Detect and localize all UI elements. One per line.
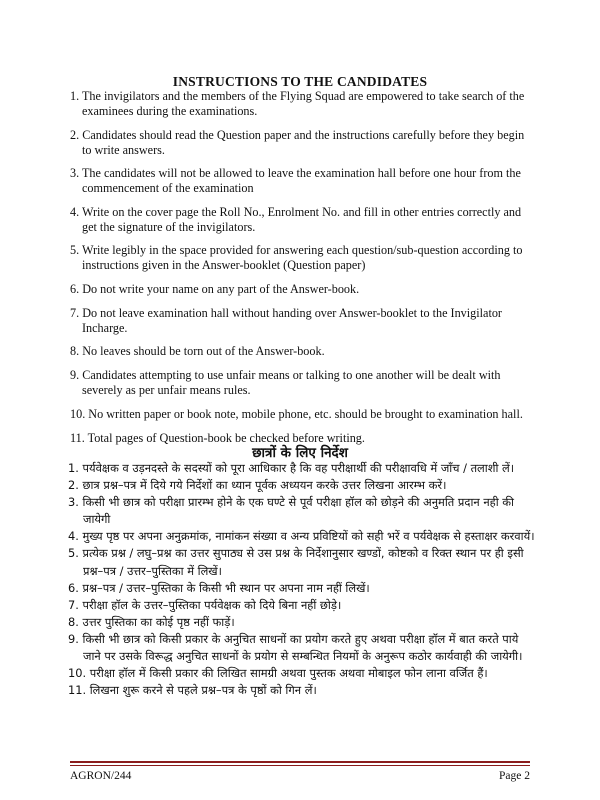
hindi-instruction-item: 3. किसी भी छात्र को परीक्षा प्रारम्भ होने के एक घण्टे से पूर्व परीक्षा हॉल को छोड़ने की अनुमति प्रदान नही की जायेगी	[68, 495, 514, 527]
footer-rule-thick	[70, 761, 530, 763]
page-title: INSTRUCTIONS TO THE CANDIDATES	[172, 74, 428, 89]
course-code: AGRON/244	[70, 770, 132, 782]
english-instruction-item: 1. The invigilators and the members of the Flying Squad are empowered to take search of the examinees during the examinations.	[70, 89, 525, 118]
hindi-instruction-item: 6. प्रश्न–पत्र / उत्तर–पुस्तिका के किसी भी स्थान पर अपना नाम नहीं लिखें।	[68, 580, 370, 595]
english-instruction-item: 8. No leaves should be torn out of the Answer-book.	[70, 344, 325, 358]
footer-rule-thin	[70, 765, 530, 766]
english-instruction-item: 11. Total pages of Question-book be checked before writing.	[70, 430, 365, 445]
english-instruction-item: 6. Do not write your name on any part of the Answer-book.	[70, 281, 360, 296]
hindi-instruction-item: 8. उत्तर पुस्तिका का कोई पृष्ठ नहीं फाड़ें।	[68, 614, 235, 629]
hindi-instruction-item: 9. किसी भी छात्र को किसी प्रकार के अनुचित साधनों का प्रयोग करते हुए अथवा परीक्षा हॉल में बात करते पाये जाने पर उसके विरूद्ध अनुचित साधनों के प्रयोग से सम्बन्धित नियमों के अनुरूप कठोर कार्यवाही की जायेगी।	[68, 631, 523, 664]
hindi-instruction-item: 11. लिखना शुरू करने से पहले प्रश्न–पत्र के पृष्ठों को गिन लें।	[68, 683, 317, 698]
english-instruction-item: 4. Write on the cover page the Roll No., Enrolment No. and fill in other entries correctly and get the signature of the invigilators.	[70, 204, 522, 234]
english-instruction-item: 2. Candidates should read the Question paper and the instructions carefully before they begin to write answers.	[70, 127, 525, 157]
english-instruction-item: 5. Write legibly in the space provided for answering each question/sub-question according to instructions given in the Answer-booklet (Question paper)	[70, 243, 523, 272]
hindi-instruction-item: 1. पर्यवेक्षक व उड़नदस्ते के सदस्यों को पूरा आधिकार है कि वह परीक्षार्थी की परीक्षावधि में जाँच / तलाशी लें।	[68, 461, 515, 475]
english-instruction-item: 9. Candidates attempting to use unfair means or talking to one another will be dealt with severely as per unfair means rules.	[70, 368, 501, 397]
hindi-instruction-item: 2. छात्र प्रश्न–पत्र में दिये गये निर्देशों का ध्यान पूर्वक अध्ययन करके उत्तर लिखना आरम्भ करें।	[68, 478, 447, 493]
english-instruction-item: 3. The candidates will not be allowed to leave the examination hall before one hour from the commencement of the examination	[70, 166, 521, 195]
hindi-section-title: छात्रों के लिए निर्देश	[252, 445, 348, 461]
hindi-instruction-item: 7. परीक्षा हॉल के उत्तर–पुस्तिका पर्यवेक्षक को दिये बिना नहीं छोड़े।	[68, 597, 342, 612]
english-instructions-list	[70, 89, 530, 455]
hindi-instructions-list	[68, 460, 538, 699]
hindi-instruction-item: 5. प्रत्येक प्रश्न / लघु–प्रश्न का उत्तर सुपाठ्य से उस प्रश्न के निर्देशानुसार खण्डों, कोष्टको व रिक्त स्थान पर ही इसी प्रश्न–पत्र / उत्तर–पुस्तिका में लिखें।	[68, 546, 524, 578]
page-number: Page 2	[499, 770, 530, 782]
hindi-instruction-item: 4. मुख्य पृष्ठ पर अपना अनुक्रमांक, नामांकन संख्या व अन्य प्रविष्टियों को सही भरें व पर्यवेक्षक से हस्ताक्षर करवायें।	[68, 529, 535, 544]
english-instruction-item: 10. No written paper or book note, mobile phone, etc. should be brought to examination hall.	[70, 406, 523, 421]
hindi-instruction-item: 10. परीक्षा हॉल में किसी प्रकार की लिखित सामग्री अथवा पुस्तक अथवा मोबाइल फोन लाना वर्जित हैं।	[68, 666, 488, 681]
english-instruction-item: 7. Do not leave examination hall without handing over Answer-booklet to the Invigilator Incharge.	[70, 305, 502, 335]
